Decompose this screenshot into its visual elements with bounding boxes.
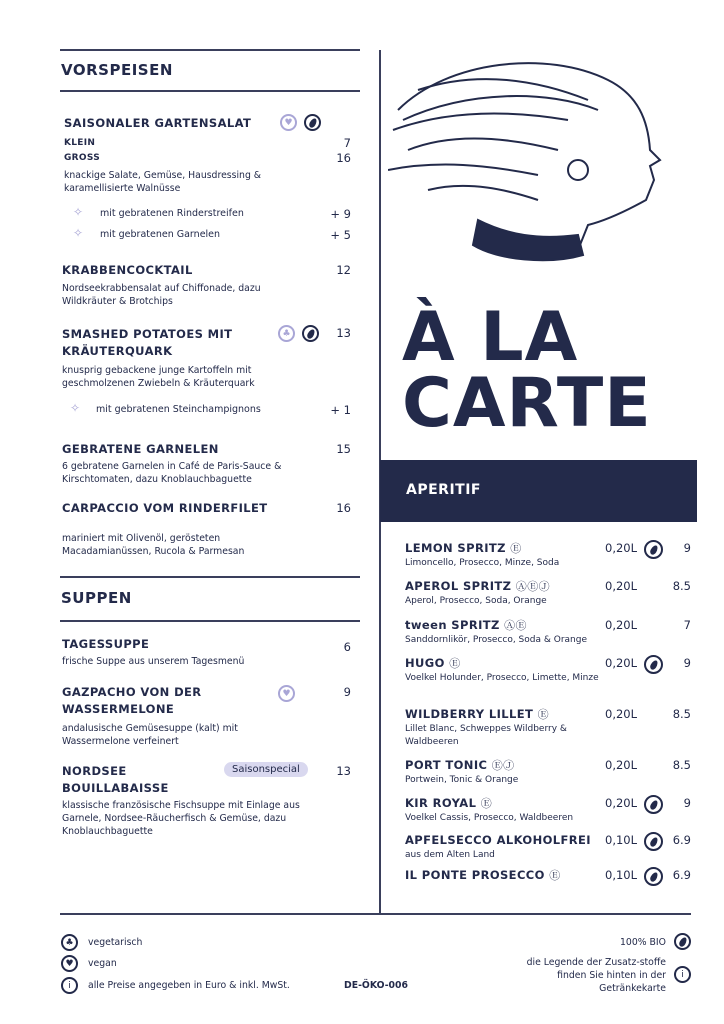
drink-price: 9 xyxy=(683,796,691,810)
divider xyxy=(60,90,360,92)
divider xyxy=(60,576,360,578)
info-icon: i xyxy=(674,966,691,983)
additive-codes: Ⓔ xyxy=(449,657,461,670)
drink-price: 8.5 xyxy=(672,579,691,593)
dish-name: NORDSEE BOUILLABAISSE xyxy=(62,764,169,795)
sparkle-icon: ✧ xyxy=(70,401,81,415)
dish-description: knackige Salate, Gemüse, Hausdressing & karamellisierte Walnüsse xyxy=(64,170,262,194)
vegetarian-icon: ♣ xyxy=(278,325,295,342)
drink-volume: 0,20L xyxy=(605,541,638,555)
sparkle-icon: ✧ xyxy=(73,205,84,219)
additive-codes: ⒶⒺ xyxy=(504,619,527,632)
addon-price: + 9 xyxy=(330,207,351,221)
price: 16 xyxy=(336,501,351,515)
drink-volume: 0,20L xyxy=(605,579,638,593)
price: 15 xyxy=(336,442,351,456)
drink-description: Voelkel Cassis, Prosecco, Waldbeeren xyxy=(405,813,574,823)
drink-volume: 0,20L xyxy=(605,758,638,772)
addon-price: + 1 xyxy=(330,403,351,417)
price: 7 xyxy=(343,136,351,150)
additive-codes: Ⓔ xyxy=(480,797,493,810)
dish-name: CARPACCIO VOM RINDERFILET xyxy=(62,501,268,515)
section-title-vorspeisen: VORSPEISEN xyxy=(61,61,173,79)
additive-codes: Ⓔ xyxy=(537,708,550,721)
headline xyxy=(402,298,652,443)
drink-name xyxy=(405,578,550,595)
additive-codes: ⒶⒺⒿ xyxy=(515,580,550,593)
drink-volume: 0,20L xyxy=(605,796,638,810)
drink-description: aus dem Alten Land xyxy=(405,850,495,860)
drink-price: 6.9 xyxy=(672,833,691,847)
drink-name-text: KIR ROYAL xyxy=(405,796,477,810)
dish-name: TAGESSUPPE xyxy=(62,637,150,651)
additive-codes: Ⓔ xyxy=(510,542,522,555)
info-icon: i xyxy=(61,977,78,994)
organic-certification: DE-ÖKO-006 xyxy=(344,980,408,991)
dish-description: andalusische Gemüsesuppe (kalt) mit Wassermelone verfeinert xyxy=(62,723,238,747)
drink-description: Limoncello, Prosecco, Minze, Soda xyxy=(405,558,560,568)
size-label: GROSS xyxy=(64,153,101,163)
price: 6 xyxy=(343,640,351,654)
bio-leaf-icon xyxy=(674,933,691,950)
legend-vegan: vegan xyxy=(88,958,117,969)
saisonspecial-badge: Saisonspecial xyxy=(224,762,308,777)
dish-name: KRABBENCOCKTAIL xyxy=(62,263,193,277)
price: 12 xyxy=(336,263,351,277)
drink-volume: 0,20L xyxy=(605,618,638,632)
dish-description: 6 gebratene Garnelen in Café de Paris-Sauce & Kirschtomaten, dazu Knoblauchbaguette xyxy=(62,461,282,485)
drink-volume: 0,10L xyxy=(605,833,638,847)
woman-portrait-illustration xyxy=(388,50,680,265)
bio-leaf-icon xyxy=(304,114,321,131)
price: 13 xyxy=(336,764,351,778)
section-title-suppen: SUPPEN xyxy=(61,589,132,607)
drink-name xyxy=(405,655,461,672)
drink-price: 9 xyxy=(683,656,691,670)
drink-price: 8.5 xyxy=(672,758,691,772)
sparkle-icon: ✧ xyxy=(73,226,84,240)
additive-codes: ⒺⒿ xyxy=(491,759,515,772)
divider xyxy=(60,913,691,915)
drink-name xyxy=(405,706,549,723)
headline-line-2: CARTE xyxy=(402,364,652,443)
dish-name: GEBRATENE GARNELEN xyxy=(62,442,219,456)
headline-line-1: À LA xyxy=(402,298,579,377)
dish-description: knusprig gebackene junge Kartoffeln mit geschmolzenen Zwiebeln & Kräuterquark xyxy=(62,365,255,389)
legend-prices: alle Preise angegeben in Euro & inkl. MwSt. xyxy=(88,980,290,991)
drink-volume: 0,20L xyxy=(605,656,638,670)
drink-name-text: PORT TONIC xyxy=(405,758,488,772)
legend-vegetarian: vegetarisch xyxy=(88,937,143,948)
drink-name xyxy=(405,867,561,884)
dish-description: mariniert mit Olivenöl, gerösteten Macadamianüssen, Rucola & Parmesan xyxy=(62,533,245,557)
drink-price: 7 xyxy=(683,618,691,632)
dish-name: SAISONALER GARTENSALAT xyxy=(64,116,252,130)
dish-description: klassische französische Fischsuppe mit Einlage aus Garnele, Nordsee-Räucherfisch & Gemüse, dazu Knoblauchbaguette xyxy=(62,800,300,837)
vegetarian-icon: ♣ xyxy=(61,934,78,951)
dish-description: frische Suppe aus unserem Tagesmenü xyxy=(62,656,245,667)
additive-codes: Ⓔ xyxy=(549,869,561,882)
drink-name xyxy=(405,795,492,812)
drink-description: Aperol, Prosecco, Soda, Orange xyxy=(405,596,547,606)
drink-name xyxy=(405,832,591,849)
drink-name-text: IL PONTE PROSECCO xyxy=(405,868,545,882)
aperitif-banner xyxy=(380,460,697,522)
drink-description: Sanddornlikör, Prosecco, Soda & Orange xyxy=(405,635,587,645)
addon-label: mit gebratenen Rinderstreifen xyxy=(100,208,244,219)
drink-name-text: tween SPRITZ xyxy=(405,618,500,632)
divider xyxy=(60,620,360,622)
drink-description: Voelkel Holunder, Prosecco, Limette, Minze xyxy=(405,673,599,683)
price: 13 xyxy=(336,326,351,340)
drink-name-text: WILDBERRY LILLET xyxy=(405,707,534,721)
drink-volume: 0,20L xyxy=(605,707,638,721)
addon-price: + 5 xyxy=(330,228,351,242)
drink-name-text: HUGO xyxy=(405,656,445,670)
vegan-heart-icon: ♥ xyxy=(278,685,295,702)
price: 16 xyxy=(336,151,351,165)
dish-name: GAZPACHO VON DER WASSERMELONE xyxy=(62,685,202,716)
addon-label: mit gebratenen Steinchampignons xyxy=(96,404,261,415)
drink-name-text: APEROL SPRITZ xyxy=(405,579,512,593)
vegan-heart-icon: ♥ xyxy=(280,114,297,131)
drink-name xyxy=(405,540,522,557)
legend-additives: die Legende der Zusatz-stoffe finden Sie hinten in der Getränkekarte xyxy=(526,957,666,994)
drink-name-text: LEMON SPRITZ xyxy=(405,541,506,555)
dish-name: SMASHED POTATOES MIT KRÄUTERQUARK xyxy=(62,327,233,358)
divider xyxy=(60,49,360,51)
price: 9 xyxy=(343,685,351,699)
section-title-aperitif: APERITIF xyxy=(406,482,481,498)
drink-price: 6.9 xyxy=(672,868,691,882)
vegan-heart-icon: ♥ xyxy=(61,955,78,972)
drink-description: Portwein, Tonic & Orange xyxy=(405,775,519,785)
legend-bio: 100% BIO xyxy=(620,937,666,948)
drink-price: 9 xyxy=(683,541,691,555)
dish-description: Nordseekrabbensalat auf Chiffonade, dazu Wildkräuter & Brotchips xyxy=(62,283,261,307)
drink-volume: 0,10L xyxy=(605,868,638,882)
drink-name xyxy=(405,617,527,634)
size-label: KLEIN xyxy=(64,138,96,148)
drink-name xyxy=(405,757,515,774)
drink-price: 8.5 xyxy=(672,707,691,721)
addon-label: mit gebratenen Garnelen xyxy=(100,229,221,240)
drink-description: Lillet Blanc, Schweppes Wildberry & Waldbeeren xyxy=(405,724,567,747)
drink-name-text: APFELSECCO ALKOHOLFREI xyxy=(405,833,591,847)
